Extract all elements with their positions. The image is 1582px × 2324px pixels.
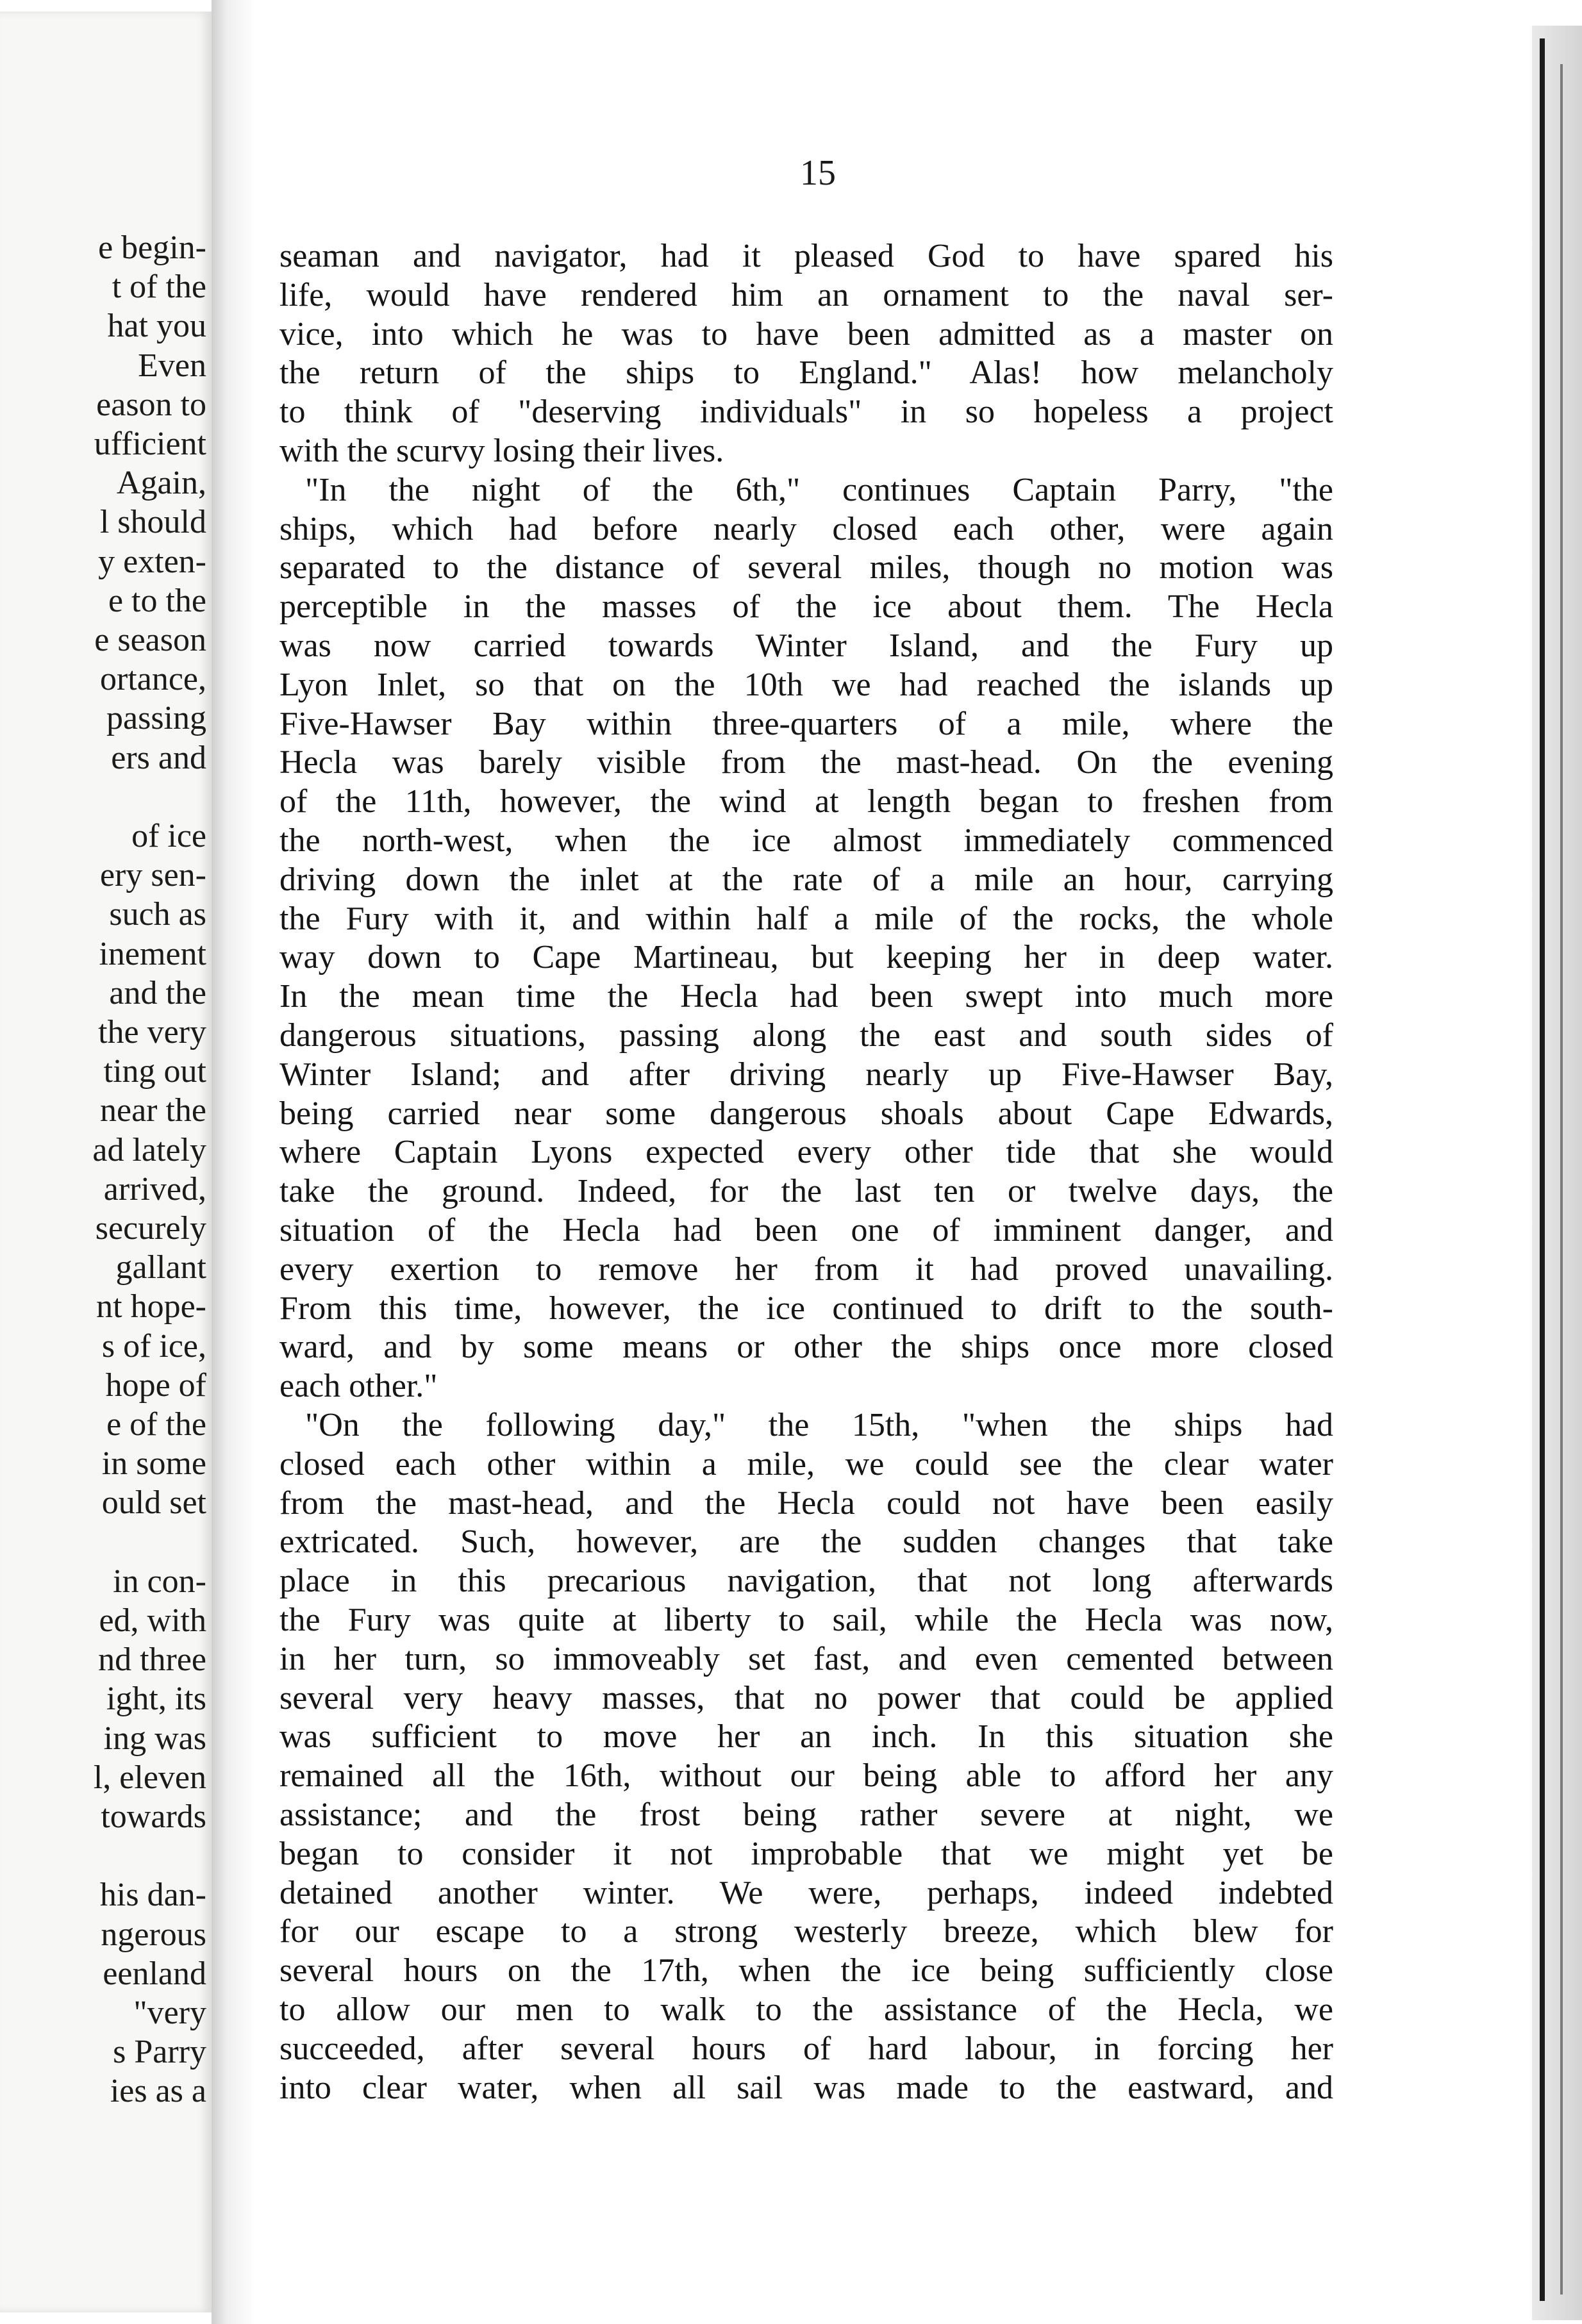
text-line: each other." xyxy=(279,1368,438,1404)
left-page-text-fragment: such as xyxy=(109,896,206,933)
left-page-text-fragment: Again, xyxy=(116,465,206,502)
left-page-text-fragment: his dan- xyxy=(99,1877,206,1914)
text-line: Winter Island; and after driving nearly up Five-Hawser Bay, xyxy=(279,1056,1333,1093)
left-page-text-fragment: arrived, xyxy=(103,1170,206,1208)
text-line: place in this precarious navigation, that not long afterwards xyxy=(279,1563,1333,1599)
text-line: of the 11th, however, the wind at length began to freshen from xyxy=(279,783,1333,820)
text-line: situation of the Hecla had been one of imminent danger, and xyxy=(279,1212,1333,1249)
page-edge-shadow xyxy=(1540,38,1545,2301)
left-page-text-fragment: hat you xyxy=(107,308,206,345)
left-page-text-fragment: in some xyxy=(101,1445,206,1482)
text-line: several hours on the 17th, when the ice being sufficiently close xyxy=(279,1952,1333,1989)
book-gutter xyxy=(212,0,256,2324)
text-line: being carried near some dangerous shoals about Cape Edwards, xyxy=(279,1095,1333,1132)
left-page-text-fragment: ufficient xyxy=(94,426,206,462)
left-page-text-fragment: "very xyxy=(133,1995,206,2031)
left-page-text-fragment: and the xyxy=(109,974,206,1011)
text-line: vice, into which he was to have been admitted as a master on xyxy=(279,316,1333,353)
text-line: Lyon Inlet, so that on the 10th we had reached the islands up xyxy=(279,667,1333,703)
left-page-text-fragment: Even xyxy=(138,347,206,384)
left-page-text-fragment: gallant xyxy=(115,1249,206,1286)
left-page-text-fragment: e season xyxy=(94,622,206,658)
text-line: was now carried towards Winter Island, and the Fury up xyxy=(279,627,1333,664)
text-line: several very heavy masses, that no power that could be applied xyxy=(279,1680,1333,1716)
page-edge-shadow-inner xyxy=(1560,64,1563,2295)
text-line: extricated. Such, however, are the sudden changes that take xyxy=(279,1523,1333,1560)
left-page-text-fragment: inement xyxy=(99,935,206,972)
left-page-text-fragment: towards xyxy=(101,1798,206,1835)
text-line: perceptible in the masses of the ice about them. The Hecla xyxy=(279,588,1333,625)
left-page-text-fragment: the very xyxy=(98,1014,206,1050)
text-line: every exertion to remove her from it had proved unavailing. xyxy=(279,1251,1333,1288)
text-line: with the scurvy losing their lives. xyxy=(279,433,724,469)
text-line: ward, and by some means or other the ships once more closed xyxy=(279,1329,1333,1365)
left-page-text-fragment: ortance, xyxy=(99,661,206,698)
left-page-text-fragment: eenland xyxy=(103,1955,206,1992)
left-page-text-fragment: passing xyxy=(106,700,206,737)
text-line: way down to Cape Martineau, but keeping her in deep water. xyxy=(279,939,1333,975)
text-line: "In the night of the 6th," continues Captain Parry, "the xyxy=(305,472,1333,508)
text-line: "On the following day," the 15th, "when the ships had xyxy=(305,1407,1333,1443)
left-page-text-fragment: s of ice, xyxy=(101,1327,206,1365)
left-page-text-fragment: y exten- xyxy=(98,543,206,580)
left-page-text-fragment: hope of xyxy=(105,1366,206,1404)
text-line: to think of "deserving individuals" in so hopeless a project xyxy=(279,394,1333,430)
text-line: detained another winter. We were, perhaps, indeed indebted xyxy=(279,1875,1333,1911)
text-line: dangerous situations, passing along the east and south sides of xyxy=(279,1017,1333,1054)
left-page-text-fragment: ers and xyxy=(111,739,206,776)
left-page-text-fragment: l, eleven xyxy=(93,1759,206,1796)
left-page-text-fragment: ies as a xyxy=(110,2073,206,2110)
left-page-text-fragment: nt hope- xyxy=(96,1288,206,1325)
left-page-text-fragment: e of the xyxy=(106,1406,206,1443)
text-line: driving down the inlet at the rate of a mile an hour, carrying xyxy=(279,861,1333,898)
text-line: Hecla was barely visible from the mast-head. On the evening xyxy=(279,744,1333,781)
text-line: assistance; and the frost being rather severe at night, we xyxy=(279,1797,1333,1833)
left-page-text-fragment: s Parry xyxy=(113,2034,206,2071)
text-line: the Fury with it, and within half a mile of the rocks, the whole xyxy=(279,901,1333,937)
text-line: began to consider it not improbable that we might yet be xyxy=(279,1836,1333,1872)
text-line: succeeded, after several hours of hard labour, in forcing her xyxy=(279,2030,1333,2067)
left-page-text-fragment: ting out xyxy=(103,1053,206,1090)
text-line: From this time, however, the ice continued to drift to the south- xyxy=(279,1290,1333,1327)
left-page-text-fragment: nd three xyxy=(98,1641,206,1679)
left-page-text-fragment: near the xyxy=(99,1092,206,1129)
left-page-text-fragment: ery sen- xyxy=(99,857,206,894)
text-line: the north-west, when the ice almost immediately commenced xyxy=(279,822,1333,859)
left-page-text-fragment: ad lately xyxy=(92,1131,206,1168)
text-line: life, would have rendered him an ornament to the naval ser- xyxy=(279,277,1333,313)
text-line: remained all the 16th, without our being able to afford her any xyxy=(279,1757,1333,1794)
left-page-text-fragment: in con- xyxy=(113,1563,206,1600)
left-page-text-fragment: ight, its xyxy=(106,1681,206,1718)
text-line: where Captain Lyons expected every other tide that she would xyxy=(279,1134,1333,1170)
text-line: seaman and navigator, had it pleased God to have spared his xyxy=(279,238,1333,274)
text-line: ships, which had before nearly closed each other, were again xyxy=(279,511,1333,547)
text-line: take the ground. Indeed, for the last ten or twelve days, the xyxy=(279,1173,1333,1209)
left-page-text-fragment: of ice xyxy=(131,818,206,854)
left-page-text-fragment: t of the xyxy=(112,269,206,306)
left-page-text-fragment: ngerous xyxy=(101,1916,206,1953)
left-page-text-fragment: securely xyxy=(95,1210,206,1247)
text-line: in her turn, so immoveably set fast, and even cemented between xyxy=(279,1641,1333,1677)
left-page-text-fragment: ould set xyxy=(101,1484,206,1522)
left-page-text-fragment: l should xyxy=(99,504,206,541)
text-line: was sufficient to move her an inch. In this situation she xyxy=(279,1718,1333,1755)
left-page-text-fragment: ed, with xyxy=(99,1602,206,1639)
left-page-text-fragment: ing was xyxy=(103,1720,206,1757)
text-line: separated to the distance of several miles, though no motion was xyxy=(279,549,1333,586)
text-line: from the mast-head, and the Hecla could not have been easily xyxy=(279,1485,1333,1522)
text-line: In the mean time the Hecla had been swept into much more xyxy=(279,978,1333,1015)
previous-page-fragment xyxy=(0,12,212,2312)
text-line: Five-Hawser Bay within three-quarters of a mile, where the xyxy=(279,706,1333,742)
text-line: into clear water, when all sail was made to the eastward, and xyxy=(279,2070,1333,2106)
left-page-text-fragment: e to the xyxy=(108,582,206,619)
left-page-text-fragment: eason to xyxy=(96,386,206,423)
text-line: for our escape to a strong westerly breeze, which blew for xyxy=(279,1913,1333,1950)
left-page-text-fragment: e begin- xyxy=(98,229,206,266)
text-line: the return of the ships to England." Alas! how melancholy xyxy=(279,354,1333,391)
page-number: 15 xyxy=(800,153,836,193)
text-line: the Fury was quite at liberty to sail, while the Hecla was now, xyxy=(279,1602,1333,1638)
text-line: to allow our men to walk to the assistance of the Hecla, we xyxy=(279,1991,1333,2028)
text-line: closed each other within a mile, we could see the clear water xyxy=(279,1446,1333,1482)
